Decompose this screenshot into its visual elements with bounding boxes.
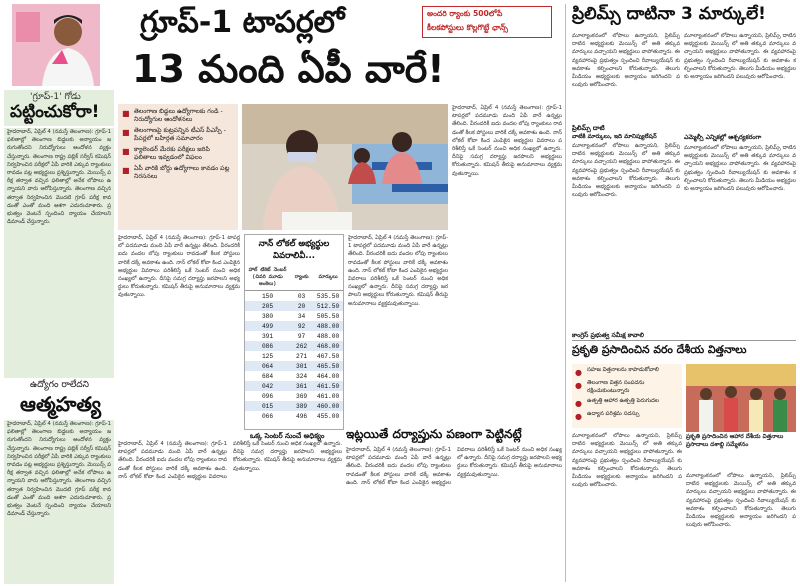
right-top-headline: ప్రిలిమ్స్ దాటినా 3 మార్కులే! bbox=[572, 4, 766, 24]
highlight-box bbox=[422, 6, 552, 38]
bullet-icon: ● bbox=[575, 368, 582, 377]
table-cell: 467.50 bbox=[316, 352, 340, 360]
table-cell: 369 bbox=[295, 392, 308, 400]
left-story-body-2: హైదరాబాద్, ఏప్రిల్ 4 (నమస్తే తెలంగాణ): గ్రూప్-1 ఫలితాల్లో తెలంగాణ బిడ్డలకు అన్యాయం జరుగుతోందని నిరుద్యోగులు ఆందోళన వ్యక్తం చేస్తున్నారు. తెలంగాణ రాష్ట్ర పబ్లిక్ సర్వీస్ కమిషన్ నిర్వహించిన పరీక్షలో ఏపీ వారికి ఎక్కువ ర్యాంకులు రావడం పట్ల అభ్యర్థులు ప్రశ్నిస్తున్నారు. మెయిన్స్ పరీక్ష తర్వాత వచ్చిన ఫలితాల్లో అనేక లోపాలు ఉన్నాయని వారు ఆరోపిస్తున్నారు. తెలంగాణ వచ్చిన తర్వాత నిర్వహించిన మొదటి గ్రూప్ పరీక్ష కావడంతో ఎంతో మంది ఆశగా ఎదురుచూశారు. ప్రభుత్వం వెంటనే స్పందించి న్యాయం చేయాలని డిమాండ్ చేస్తున్నారు. bbox=[4, 420, 114, 584]
table-row bbox=[245, 311, 343, 321]
table-cell: 505.50 bbox=[316, 312, 340, 320]
table-cell: 015 bbox=[245, 401, 290, 411]
bullet-icon: ● bbox=[575, 412, 582, 421]
left-subhead-big: ఆత్మహత్య bbox=[20, 392, 101, 416]
table-cell: 464.00 bbox=[316, 372, 340, 380]
main-headline-line1: గ్రూప్-1 టాపర్లలో bbox=[140, 5, 345, 40]
right-sub2: వాటికి మార్కులు, ఇది మానిప్యులేషన్ bbox=[572, 134, 657, 140]
exam-students-icon bbox=[242, 104, 448, 230]
table-cell: 096 bbox=[261, 392, 274, 400]
table-cell: 535.50 bbox=[316, 292, 340, 300]
bullet-item: ● ఉత్పత్తి ఆహార ఉత్పత్తి పెరుగుదల bbox=[575, 398, 659, 408]
table-row bbox=[245, 351, 343, 361]
bullets-box bbox=[118, 104, 238, 230]
table-subtitle: వివరాలివీ... bbox=[272, 251, 315, 261]
table-cell: 086 bbox=[245, 341, 290, 351]
bullet-icon: ● bbox=[575, 399, 582, 408]
bullet-item: ■ క్యాలెండర్ మేరకు పరీక్షలు జరిపి ఫలితాలు ఇవ్వడంలో విఫలం bbox=[122, 146, 210, 161]
table-row bbox=[245, 331, 343, 341]
table-cell: 97 bbox=[297, 332, 306, 340]
left-subhead-small: ఉద్యోగం రాలేదని bbox=[30, 380, 89, 390]
center-col-body: హైదరాబాద్, ఏప్రిల్ 4 (నమస్తే తెలంగాణ): గ్రూప్-1 టాపర్లలో పదమూడు మంది ఏపీ వారే ఉన్నట్లు తేలింది. వీరందరికీ ఐదు వందల లోపు ర్యాంకులు రావడంతో కీలక పోస్టులు వారికే దక్కే అవకాశం ఉంది. నాన్ లోకల్ కోటా కింద ఎంపికైన అభ్యర్థుల వివరాలు పరిశీలిస్తే ఒకే సెంటర్ నుంచి అధిక సంఖ్యలో ఉన్నారు. దీనిపై సమగ్ర దర్యాప్తు జరపాలని అభ్యర్థులు కోరుతున్నారు. కమిషన్ తీరుపై అనుమానాలు వ్యక్తమవుతున్నాయి. bbox=[452, 105, 562, 177]
bullet-item: ■ తెలంగాణ బిడ్డలు ఉద్యోగాలకు గండి - నిరుద్యోగుల ఆందోళనలు bbox=[122, 108, 223, 123]
middle-right-body: హైదరాబాద్, ఏప్రిల్ 4 (నమస్తే తెలంగాణ): గ్రూప్-1 టాపర్లలో పదమూడు మంది ఏపీ వారే ఉన్నట్లు తేలింది. వీరందరికీ ఐదు వందల లోపు ర్యాంకులు రావడంతో కీలక పోస్టులు వారికే దక్కే అవకాశం ఉంది. నాన్ లోకల్ కోటా కింద ఎంపికైన అభ్యర్థుల వివరాలు పరిశీలిస్తే ఒకే సెంటర్ నుంచి అధిక సంఖ్యలో ఉన్నారు. దీనిపై సమగ్ర దర్యాప్తు జరపాలని అభ్యర్థులు కోరుతున్నారు. కమిషన్ తీరుపై అనుమానాలు వ్యక్తమవుతున్నాయి. bbox=[348, 235, 448, 307]
table-cell: 125 bbox=[261, 352, 274, 360]
right-bottom-rule bbox=[572, 340, 796, 341]
table-cell: 465.50 bbox=[313, 361, 343, 371]
table-cell: 499 bbox=[245, 321, 290, 331]
table-cell: 324 bbox=[295, 372, 308, 380]
right-bottom-body-a: మూల్యాంకనంలో లోపాలు ఉన్నాయని, ప్రిలిమ్స్ దాటిన అభ్యర్థులకు మెయిన్స్ లో అతి తక్కువ మార్కులు వచ్చాయని అభ్యర్థులు వాపోతున్నారు. ఈ వ్యవహారంపై ప్రభుత్వం స్పందించి రీవాల్యుయేషన్ కు అవకాశం కల్పించాలని కోరుతున్నారు. తెలుగు మీడియం అభ్యర్థులకు అన్యాయం జరిగిందని పలువురు ఆరోపించారు. bbox=[572, 433, 682, 489]
exam-hall-photo bbox=[242, 104, 448, 230]
event-photo bbox=[686, 364, 796, 432]
nonlocal-table-box bbox=[244, 234, 344, 430]
person-figure-icon bbox=[12, 4, 100, 86]
table-cell: 042 bbox=[245, 381, 290, 391]
right-bottom-body-b: మూల్యాంకనంలో లోపాలు ఉన్నాయని, ప్రిలిమ్స్ దాటిన అభ్యర్థులకు మెయిన్స్ లో అతి తక్కువ మార్కులు వచ్చాయని అభ్యర్థులు వాపోతున్నారు. ఈ వ్యవహారంపై ప్రభుత్వం స్పందించి రీవాల్యుయేషన్ కు అవకాశం కల్పించాలని కోరుతున్నారు. తెలుగు మీడియం అభ్యర్థులకు అన్యాయం జరిగిందని పలువురు ఆరోపించారు. bbox=[686, 473, 796, 529]
left-story-title: పట్టించుకోరా! bbox=[10, 102, 100, 122]
right-col-c: మూల్యాంకనంలో లోపాలు ఉన్నాయని, ప్రిలిమ్స్ దాటిన అభ్యర్థులకు మెయిన్స్ లో అతి తక్కువ మార్కులు వచ్చాయని అభ్యర్థులు వాపోతున్నారు. ఈ వ్యవహారంపై ప్రభుత్వం స్పందించి రీవాల్యుయేషన్ కు అవకాశం కల్పించాలని కోరుతున్నారు. తెలుగు మీడియం అభ్యర్థులకు అన్యాయం జరిగిందని పలువురు ఆరోపించారు. bbox=[684, 33, 796, 81]
right-sub4: కాంగ్రెస్ ప్రభుత్వ సమీక్ష కావాలి bbox=[572, 332, 644, 339]
middle-left-body: హైదరాబాద్, ఏప్రిల్ 4 (నమస్తే తెలంగాణ): గ్రూప్-1 టాపర్లలో పదమూడు మంది ఏపీ వారే ఉన్నట్లు తేలింది. వీరందరికీ ఐదు వందల లోపు ర్యాంకులు రావడంతో కీలక పోస్టులు వారికే దక్కే అవకాశం ఉంది. నాన్ లోకల్ కోటా కింద ఎంపికైన అభ్యర్థుల వివరాలు పరిశీలిస్తే ఒకే సెంటర్ నుంచి అధిక సంఖ్యలో ఉన్నారు. దీనిపై సమగ్ర దర్యాప్తు జరపాలని అభ్యర్థులు కోరుతున్నారు. కమిషన్ తీరుపై అనుమానాలు వ్యక్తమవుతున్నాయి. bbox=[118, 235, 240, 299]
left-story-body: హైదరాబాద్, ఏప్రిల్ 4 (నమస్తే తెలంగాణ): గ్రూప్-1 ఫలితాల్లో తెలంగాణ బిడ్డలకు అన్యాయం జరుగుతోందని నిరుద్యోగులు ఆందోళన వ్యక్తం చేస్తున్నారు. తెలంగాణ రాష్ట్ర పబ్లిక్ సర్వీస్ కమిషన్ నిర్వహించిన పరీక్షలో ఏపీ వారికి ఎక్కువ ర్యాంకులు రావడం పట్ల అభ్యర్థులు ప్రశ్నిస్తున్నారు. మెయిన్స్ పరీక్ష తర్వాత వచ్చిన ఫలితాల్లో అనేక లోపాలు ఉన్నాయని వారు ఆరోపిస్తున్నారు. తెలంగాణ వచ్చిన తర్వాత నిర్వహించిన మొదటి గ్రూప్ పరీక్ష కావడంతో ఎంతో మంది ఆశగా ఎదురుచూశారు. ప్రభుత్వం వెంటనే స్పందించి న్యాయం చేయాలని డిమాండ్ చేస్తున్నారు. bbox=[4, 128, 114, 378]
right-sub1: ప్రిలిమ్స్ దాటి bbox=[572, 124, 605, 132]
table-cell: 455.00 bbox=[316, 412, 340, 420]
table-row bbox=[245, 391, 343, 401]
right-sub3: ఎమ్మెల్సీ ఎన్నికల్లో ఆశ్చర్యకరంగా bbox=[684, 134, 762, 141]
table-cell: 391 bbox=[261, 332, 274, 340]
table-cell: 684 bbox=[261, 372, 274, 380]
table-cell: 380 bbox=[261, 312, 274, 320]
table-cell: 496 bbox=[295, 412, 308, 420]
table-row bbox=[245, 411, 343, 421]
table-row bbox=[245, 321, 343, 331]
table-cell: 389 bbox=[290, 401, 313, 411]
bullet-icon: ● bbox=[575, 381, 582, 390]
table-cell: 92 bbox=[290, 321, 313, 331]
bottom-left-body: హైదరాబాద్, ఏప్రిల్ 4 (నమస్తే తెలంగాణ): గ్రూప్-1 టాపర్లలో పదమూడు మంది ఏపీ వారే ఉన్నట్లు తేలింది. వీరందరికీ ఐదు వందల లోపు ర్యాంకులు రావడంతో కీలక పోస్టులు వారికే దక్కే అవకాశం ఉంది. నాన్ లోకల్ కోటా కింద ఎంపికైన అభ్యర్థుల వివరాలు పరిశీలిస్తే ఒకే సెంటర్ నుంచి అధిక సంఖ్యలో ఉన్నారు. దీనిపై సమగ్ర దర్యాప్తు జరపాలని అభ్యర్థులు కోరుతున్నారు. కమిషన్ తీరుపై అనుమానాలు వ్యక్తమవుతున్నాయి. bbox=[118, 441, 342, 480]
right-col-d: మూల్యాంకనంలో లోపాలు ఉన్నాయని, ప్రిలిమ్స్ దాటిన అభ్యర్థులకు మెయిన్స్ లో అతి తక్కువ మార్కులు వచ్చాయని అభ్యర్థులు వాపోతున్నారు. ఈ వ్యవహారంపై ప్రభుత్వం స్పందించి రీవాల్యుయేషన్ కు అవకాశం కల్పించాలని కోరుతున్నారు. తెలుగు మీడియం అభ్యర్థులకు అన్యాయం జరిగిందని పలువురు ఆరోపించారు. bbox=[684, 145, 796, 193]
bullet-item: ■ ఏపీ వారికి బోర్డు ఉద్యోగాలు కావడం పట్ల నిరసనలు bbox=[122, 165, 230, 180]
group-of-people-icon bbox=[686, 364, 796, 432]
table-cell: 461.00 bbox=[316, 392, 340, 400]
table-row bbox=[245, 361, 343, 371]
bullet-icon: ■ bbox=[122, 128, 130, 137]
table-row bbox=[245, 381, 343, 391]
left-story-kicker: 'గ్రూప్-1' గోడు bbox=[30, 92, 81, 102]
highlight-box-line2: కీలకపోస్టులు కొల్లగొట్టే ఛాన్స్ bbox=[427, 23, 509, 32]
table-cell: 03 bbox=[297, 292, 306, 300]
bottom-middle-headline: ఇట్లయితే దర్యాప్తును పణంగా పెట్టినట్లే bbox=[346, 427, 522, 441]
table-header: హాల్ టికెట్ నెంబర్ (చివరి మూడు అంకెలు) bbox=[245, 265, 290, 291]
table-cell: 488.00 bbox=[316, 332, 340, 340]
table-cell: 301 bbox=[290, 361, 313, 371]
bullet-item: ● ఉద్యాన పరిశ్రమ సదస్సు bbox=[575, 411, 640, 421]
table-cell: 460.00 bbox=[313, 401, 343, 411]
table-row bbox=[245, 291, 343, 302]
table-row bbox=[245, 401, 343, 411]
column-divider bbox=[565, 4, 566, 582]
bottom-middle-body: హైదరాబాద్, ఏప్రిల్ 4 (నమస్తే తెలంగాణ): గ్రూప్-1 టాపర్లలో పదమూడు మంది ఏపీ వారే ఉన్నట్లు తేలింది. వీరందరికీ ఐదు వందల లోపు ర్యాంకులు రావడంతో కీలక పోస్టులు వారికే దక్కే అవకాశం ఉంది. నాన్ లోకల్ కోటా కింద ఎంపికైన అభ్యర్థుల వివరాలు పరిశీలిస్తే ఒకే సెంటర్ నుంచి అధిక సంఖ్యలో ఉన్నారు. దీనిపై సమగ్ర దర్యాప్తు జరపాలని అభ్యర్థులు కోరుతున్నారు. కమిషన్ తీరుపై అనుమానాలు వ్యక్తమవుతున్నాయి. bbox=[346, 447, 562, 486]
bullet-icon: ■ bbox=[122, 166, 130, 175]
table-cell: 066 bbox=[261, 412, 274, 420]
bullet-item: ■ తెలంగాణపై కుట్రపన్నిన టీఎస్ పీఎస్సీ - పేపర్లలో బహిర్గత సమాచారం bbox=[122, 127, 226, 142]
table-header: మార్కులు bbox=[313, 265, 343, 291]
bullet-item: ● తెలంగాణ విత్తన సంపదను రక్షించుకుంటున్నారు bbox=[575, 380, 645, 394]
event-photo-caption: ప్రకృతి ప్రసాదించిన ఆహార దేశీయ విత్తనాలు ప్రసాదాలు దశాబ్ది సమ్మేళనం bbox=[686, 434, 784, 448]
table-title: నాన్ లోకల్ అభ్యర్థుల bbox=[258, 239, 330, 249]
right-col-b: మూల్యాంకనంలో లోపాలు ఉన్నాయని, ప్రిలిమ్స్ దాటిన అభ్యర్థులకు మెయిన్స్ లో అతి తక్కువ మార్కులు వచ్చాయని అభ్యర్థులు వాపోతున్నారు. ఈ వ్యవహారంపై ప్రభుత్వం స్పందించి రీవాల్యుయేషన్ కు అవకాశం కల్పించాలని కోరుతున్నారు. తెలుగు మీడియం అభ్యర్థులకు అన్యాయం జరిగిందని పలువురు ఆరోపించారు. bbox=[572, 143, 680, 199]
table-cell: 271 bbox=[295, 352, 308, 360]
highlight-box-line1: అందరి ర్యాంకు 500లోపే bbox=[427, 9, 503, 18]
section-head-one-center: ఒక్క సెంటర్ నుంచే అధిక్యం bbox=[250, 432, 325, 440]
bullet-item: ● సహజ విత్తనాలను కాపాడుకోవాలి bbox=[575, 367, 659, 377]
right-bottom-headline: ప్రకృతి ప్రసాదించిన వరం దేశీయ విత్తనాలు bbox=[572, 343, 747, 356]
table-cell: 150 bbox=[261, 292, 274, 300]
table-row bbox=[245, 341, 343, 351]
table-cell: 262 bbox=[290, 341, 313, 351]
table-cell: 20 bbox=[290, 301, 313, 311]
table-header: ర్యాంకు bbox=[290, 265, 313, 291]
table-row bbox=[245, 301, 343, 311]
table-cell: 468.00 bbox=[313, 341, 343, 351]
table-cell: 488.00 bbox=[313, 321, 343, 331]
right-col-a: మూల్యాంకనంలో లోపాలు ఉన్నాయని, ప్రిలిమ్స్ దాటిన అభ్యర్థులకు మెయిన్స్ లో అతి తక్కువ మార్కులు వచ్చాయని అభ్యర్థులు వాపోతున్నారు. ఈ వ్యవహారంపై ప్రభుత్వం స్పందించి రీవాల్యుయేషన్ కు అవకాశం కల్పించాలని కోరుతున్నారు. తెలుగు మీడియం అభ్యర్థులకు అన్యాయం జరిగిందని పలువురు ఆరోపించారు. bbox=[572, 33, 680, 89]
politician-photo bbox=[12, 4, 100, 86]
table-cell: 34 bbox=[297, 312, 306, 320]
bullet-icon: ■ bbox=[122, 109, 130, 118]
main-headline-line2: 13 మంది ఏపీ వారే! bbox=[132, 47, 445, 91]
table-cell: 361 bbox=[290, 381, 313, 391]
nonlocal-table bbox=[245, 265, 343, 421]
table-cell: 512.50 bbox=[313, 301, 343, 311]
table-row bbox=[245, 371, 343, 381]
seeds-bullets-box bbox=[572, 364, 682, 428]
table-cell: 461.50 bbox=[313, 381, 343, 391]
table-cell: 064 bbox=[245, 361, 290, 371]
bullet-icon: ■ bbox=[122, 147, 130, 156]
table-cell: 205 bbox=[245, 301, 290, 311]
